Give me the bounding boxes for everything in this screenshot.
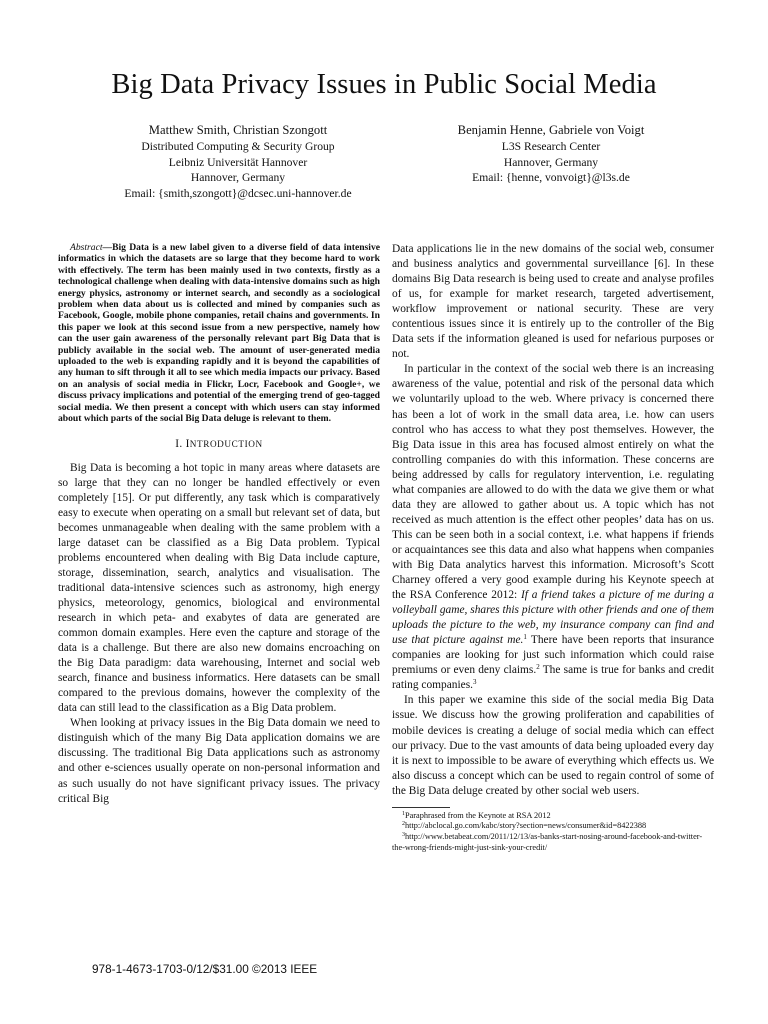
section-heading-introduction [58,437,380,452]
author-email: Email: {henne, vonvoigt}@l3s.de [472,171,630,185]
author-affiliation: L3S Research Center [501,140,601,153]
body-paragraph [392,362,714,693]
abstract-text: —Big Data is a new label given to a diverse field of data intensive informatics in which the datasets are so large that they become hard to work with effectively. The term has been mainly used in two contexts, firstly as a technological challenge when dealing with data-intensive domains such as high energy physics, astronomy or internet search, and secondly as a sociological problem when data about us is collected and mined by companies such as Facebook, Google, mobile phone companies, retail chains and governments. In this paper we look at this second issue from a new perspective, namely how can the user gain awareness of the personally relevant part Big Data that is publicly available in the social web. The amount of user-generated media uploaded to the web is expanding rapidly and it is beyond the capabilities of any human to sift through it all to see which media impacts our privacy. Based on an analysis of social media in Flickr, Locr, Facebook and Google+, we discuss privacy implications and potential of the emerging trend of geo-tagged social media. We then present a concept with which users can stay informed about which parts of the social Big Data deluge is relevant to them. [58,242,380,425]
section-title-initial: I [185,437,190,450]
right-column [392,242,714,853]
paragraph-text: The same is true for banks and credit rating companies. [392,664,714,692]
footnote-divider [392,807,450,808]
footnote-text: http://www.betabeat.com/2011/12/13/as-banks-start-nosing-around-facebook-and-twitter-the-wrong-friends-might-just-sink-your-credit/ [392,831,703,852]
author-names: Matthew Smith, Christian Szongott [148,123,328,137]
left-column [58,242,380,807]
body-paragraph: Big Data is becoming a hot topic in many areas where datasets are so large that they can no longer be handled effectively or even completely [15]. Or put differently, any task which is comparatively easy to execute when operating on a small but relevant set of data, but becomes unmanageable when dealing with the same problem with a large dataset can be classified as a Big Data problem. Typical problems encountered when dealing with Big Data include capture, storage, dissemination, search, analytics and visualisation. The traditional data-intensive sciences such as astronomy, high energy physics, meteorology, genomics, biological and environmental research in which peta- and exabytes of data are generated are common domain examples. Here even the capture and storage of the data is a challenge. But there are also new domains encroaching on the Big Data paradigm: data warehousing, Internet and social web search, finance and business informatics. Here datasets can be small compared to the previous domains, however the complexity of the data can still lead to the classification as a Big Data problem. [58,461,380,715]
footnote [392,821,714,832]
paper-title: Big Data Privacy Issues in Public Social Media [111,69,657,100]
section-title-rest: NTRODUCTION [189,438,263,449]
footnote-text: Paraphrased from the Keynote at RSA 2012 [405,810,551,820]
footnote [392,832,714,853]
footnotes [392,811,714,853]
copyright-notice: 978-1-4673-1703-0/12/$31.00 ©2013 IEEE [92,962,318,976]
paragraph-text: There have been reports that insurance companies are looking for just such information which could raise premiums or even deny claims. [392,634,715,677]
footnote-ref: 1 [523,633,527,642]
abstract [58,242,380,425]
author-names: Benjamin Henne, Gabriele von Voigt [457,123,645,137]
author-institution: Leibniz Universität Hannover [168,155,308,169]
section-numeral: I. [175,437,183,450]
paragraph-text: In particular in the context of the social web there is an increasing awareness of the value, potential and risk of the personal data which we voluntarily upload to the web. Where privacy is concerned there has been a lot of work in the small data area, i.e. how can users control who has access to what they post themselves. However, the Big Data issue in this area has focused almost entirely on what the controlling companies do with this information. These concerns are being addressed by calls for regulatory intervention, i.e. regulating what companies are allowed to do with the data we give them or what data they are allowed to gather about us. A topic which has not received as much attention is the effect other peoples’ data has on us. This can be seen both in a social context, i.e. what happens if friends or acquaintances see this data and also what happens when companies with Big Data analytics harvest this information. Microsoft’s Scott Charney offered a very good example during his Keynote speech at the RSA Conference 2012: [392,363,714,602]
footnote-number: 2 [402,821,405,828]
author-email: Email: {smith,szongott}@dcsec.uni-hannover.de [124,186,352,200]
footnote-ref: 3 [472,678,477,687]
author-location: Hannover, Germany [190,171,286,185]
quote-text: If a friend takes a picture of me during a volleyball game, shares this picture with other friends and one of them uploads the picture to the web, my insurance company can find and use that picture against me. [392,589,714,647]
footnote-number: 1 [402,810,405,817]
author-location: Hannover, Germany [503,155,599,169]
author-block-left [80,122,396,201]
footnote-text: http://abclocal.go.com/kabc/story?section=news/consumer&id=8422388 [405,821,647,831]
footnote [392,811,714,822]
footnote-number: 3 [402,831,405,838]
body-paragraph: In this paper we examine this side of the social media Big Data issue. We discuss how the growing proliferation and capabilities of mobile devices is creating a deluge of social media which can effect our privacy. Due to the vast amounts of data being uploaded every day it is next to impossible to be aware of everything which effects us. We also discuss a concept which can be used to regain control of some of the Big Data deluge created by other social web users. [392,694,714,797]
footnote-ref: 2 [536,663,540,672]
author-block-right [392,122,710,186]
author-affiliation: Distributed Computing & Security Group [141,140,335,153]
body-paragraph: Data applications lie in the new domains of the social web, consumer and business analytics and governmental surveillance [6]. In these domains Big Data research is being used to create and analyse profiles of us, for example for market research, targeted advertisement, workflow improvement or national security. These are very contentious issues since it is entirely up to the controller of the Big Data sets if the information gleaned is used for nefarious purposes or not. [392,243,714,361]
abstract-label: Abstract [70,242,103,253]
body-paragraph: When looking at privacy issues in the Big Data domain we need to distinguish which of the many Big Data application domains we are discussing. The traditional Big Data applications such as astronomy and other e-sciences usually operate on non-personal information and as such usually do not have significant privacy issues. The privacy critical Big [58,717,380,805]
